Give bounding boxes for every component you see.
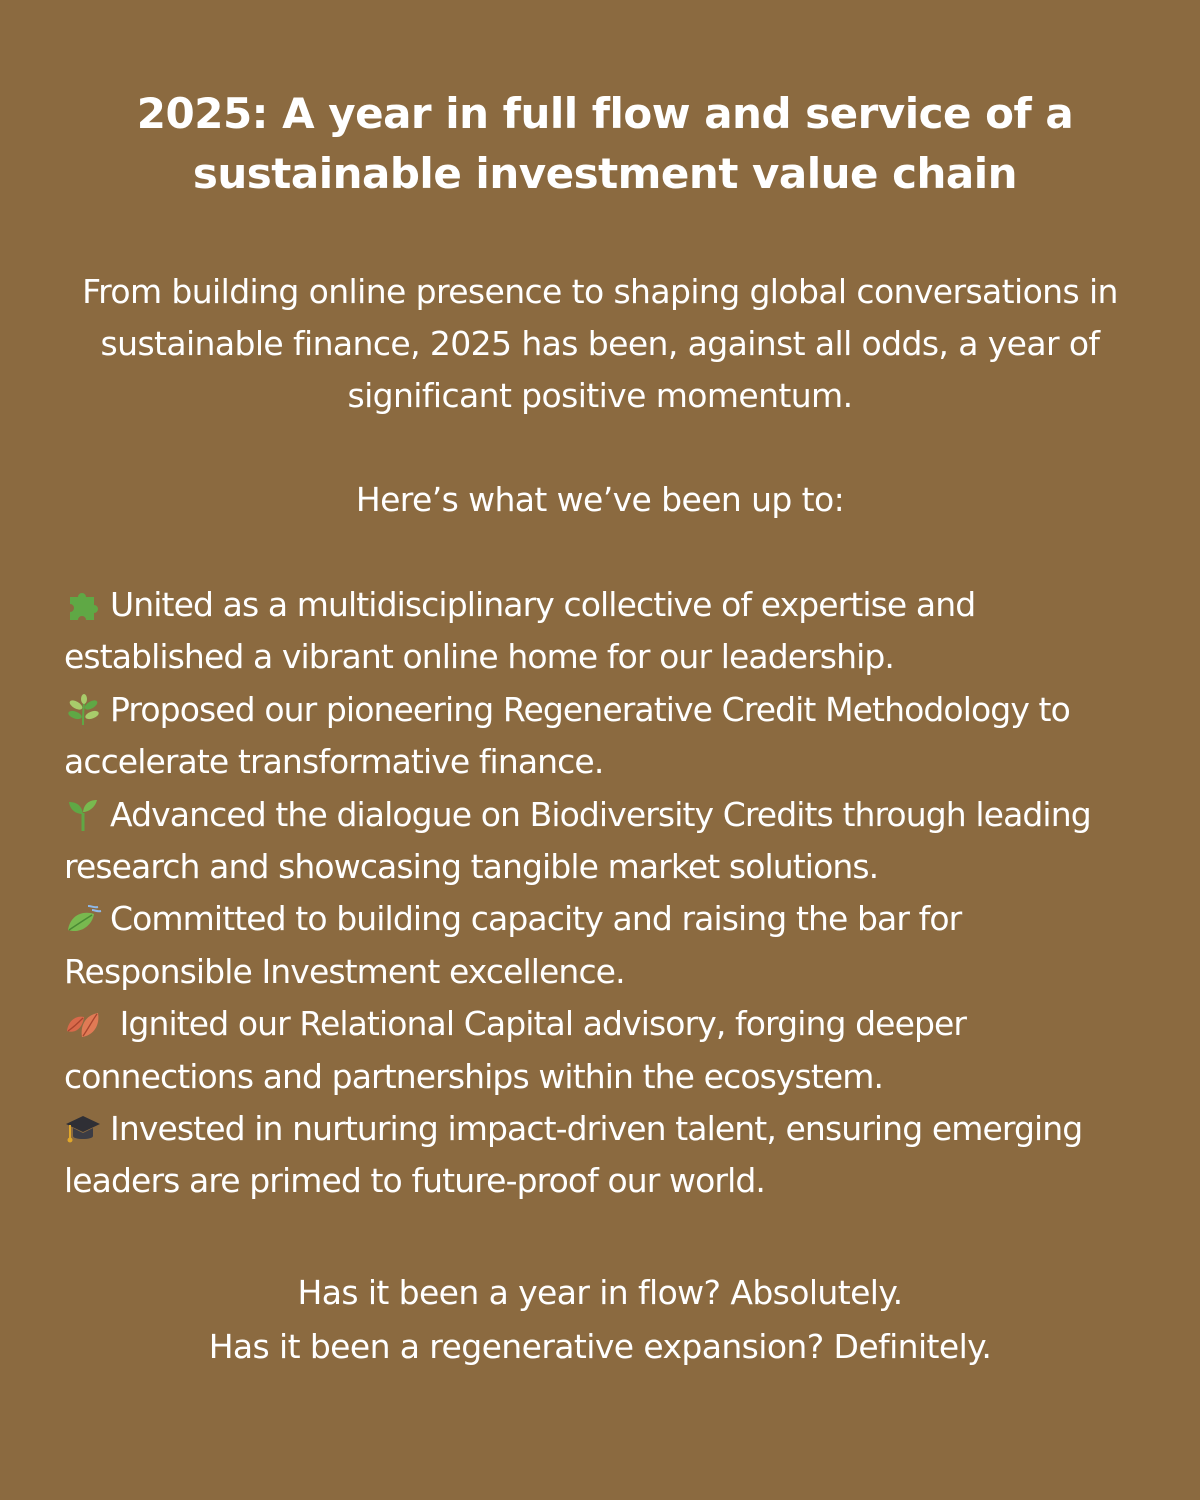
list-item	[64, 998, 1144, 1103]
leaf-fluttering-in-wind-icon	[64, 902, 102, 936]
intro-paragraph: From building online presence to shaping global conversations in sustainable finance, 2025 has been, against all odds, a year of significant positive momentum.	[82, 272, 1118, 415]
list-item	[64, 684, 1144, 789]
list-item	[64, 579, 1144, 684]
highlight-text: Advanced the dialogue on Biodiversity Credits through leading research and showcasing tangible market solutions.	[64, 794, 1091, 887]
list-item	[64, 1103, 1144, 1208]
seedling-icon	[64, 798, 102, 832]
highlight-text: Ignited our Relational Capital advisory, forging deeper connections and partnerships within the ecosystem.	[64, 1004, 967, 1096]
closing-text	[60, 1266, 1140, 1374]
list-item	[64, 893, 1144, 998]
highlight-text: Proposed our pioneering Regenerative Credit Methodology to accelerate transformative finance.	[64, 689, 1070, 782]
graduation-cap-icon	[64, 1112, 102, 1146]
highlight-text: Committed to building capacity and raising the bar for Responsible Investment excellence.	[64, 899, 962, 991]
lead-in-text: Here’s what we’ve been up to:	[355, 480, 845, 519]
closing-line-1: Has it been a year in flow? Absolutely.	[297, 1273, 903, 1312]
highlight-text: Invested in nurturing impact-driven talent, ensuring emerging leaders are primed to future-proof our world.	[64, 1109, 1083, 1201]
closing-line-2: Has it been a regenerative expansion? Definitely.	[208, 1327, 992, 1366]
herb-icon	[64, 693, 102, 727]
page-title: 2025: A year in full flow and service of a sustainable investment value chain	[136, 89, 1074, 198]
highlights-list	[64, 579, 1144, 1208]
fallen-leaf-icon	[64, 1007, 102, 1041]
highlight-text: United as a multidisciplinary collective of expertise and established a vibrant online home for our leadership.	[64, 585, 976, 677]
list-item	[64, 789, 1144, 894]
puzzle-piece-icon	[64, 588, 102, 622]
